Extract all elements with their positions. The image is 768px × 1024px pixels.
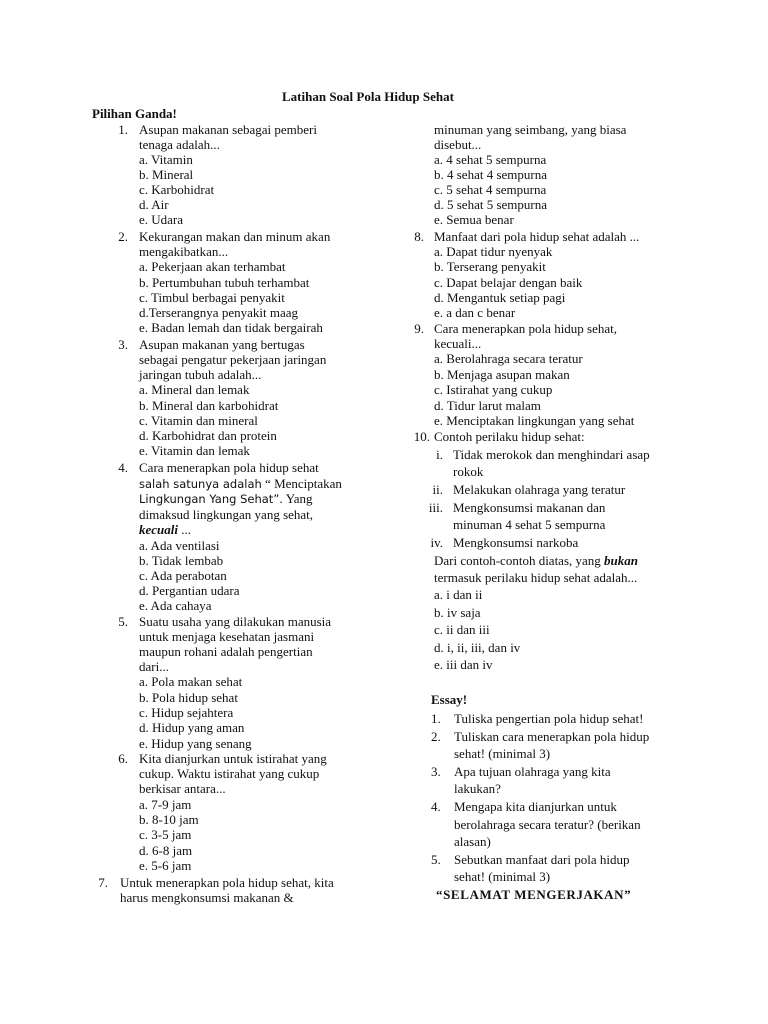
- option: a. Berolahraga secara teratur: [434, 351, 583, 366]
- option: d. Hidup yang aman: [139, 720, 245, 735]
- mc-heading: Pilihan Ganda!: [92, 106, 177, 121]
- option: c. Istirahat yang cukup: [434, 382, 553, 397]
- sub-item-number: iii.: [428, 500, 443, 515]
- sub-item: Tidak merokok dan menghindari asap: [453, 447, 650, 462]
- option: e. Hidup yang senang: [139, 736, 252, 751]
- sub-item-number: ii.: [432, 482, 443, 497]
- option: a. Dapat tidur nyenyak: [434, 244, 553, 259]
- option: c. Dapat belajar dengan baik: [434, 275, 583, 290]
- option: e. 5-6 jam: [139, 858, 192, 873]
- worksheet-page: Latihan Soal Pola Hidup Sehat Pilihan Ganda! 1. Asupan makanan sebagai pemberi tenaga adalah... a. Vitamin b. Mineral c. Karbohidrat d. Air e. Udara 2. Kekurangan makan dan minum akan mengakibatkan... a. Pekerjaan akan terhambat b. Pertumbuhan tubuh terhambat c. Timbul berbagai penyakit d.Terserangnya penyakit maag e. Badan lemah dan tidak bergairah 3. Asupan makanan yang bertugas sebagai pengatur pekerjaan jaringan jaringan tubuh adalah... a. Mineral dan lemak b. Mineral dan karbohidrat c. Vitamin dan mineral d. Karbohidrat dan protein e. Vitamin dan lemak 4. Cara menerapkan pola hidup sehat salah satunya adalah “ Menciptakan Lingkungan Yang Sehat”. Yang dimaksud lingkungan yang sehat, kecuali ... a. Ada ventilasi b. Tidak lembab c. Ada perabotan d. Pergantian udara e. Ada cahaya 5. Suatu usaha yang dilakukan manusia untuk menjaga kesehatan jasmani maupun rohani adalah pengertian dari... a. Pola makan sehat b. Pola hidup sehat c. Hidup sejahtera d. Hidup yang aman e. Hidup yang senang 6. Kita dianjurkan untuk istirahat yang cukup. Waktu istirahat yang cukup berkisar antara... a. 7-9 jam b. 8-10 jam c. 3-5 jam d. 6-8 jam e. 5-6 jam 7. Untuk menerapkan pola hidup sehat, kita harus mengkonsumsi makanan & minuman yang seimbang, yang biasa disebut... a. 4 sehat 5 sempurna b. 4 sehat 4 sempurna c. 5 sehat 4 sempurna d. 5 sehat 5 sempurna e. Semua benar 8. Manfaat dari pola hidup sehat adalah ... a. Dapat tidur nyenyak b. Terserang penyakit c. Dapat belajar dengan baik d. Mengantuk setiap pagi e. a dan c benar 9. Cara menerapkan pola hidup sehat, kecuali... a. Berolahraga secara teratur b. Menjaga asupan makan c. Istirahat yang cukup d. Tidur larut malam e. Menciptakan lingkungan yang sehat 10. Contoh perilaku hidup sehat: i. Tidak merokok dan menghindari asap rokok ii. Melakukan olahraga yang teratur iii. Mengkonsumsi makanan dan minuman 4 sehat 5 sempurna iv. Mengkonsumsi narkoba Dari contoh-contoh diatas, yang bukan termasuk perilaku hidup sehat adalah... a. i dan ii b. iv saja c. ii dan iii d. i, ii, iii, dan iv e. iii dan iv Essay! 1. Tuliska pengertian pola hidup sehat! 2. Tuliskan cara menerapkan pola hidup sehat! (minimal 3) 3. Apa tujuan olahraga yang kita lakukan? 4. Mengapa kita dianjurkan untuk berolahraga secara teratur? (berikan alasan) 5. Sebutkan manfaat dari pola hidup sehat! (minimal 3) “SELAMAT MENGERJAKAN”: [92, 89, 650, 905]
- option: e. Vitamin dan lemak: [139, 443, 250, 458]
- option: a. 7-9 jam: [139, 797, 192, 812]
- option: c. ii dan iii: [434, 622, 490, 637]
- option: b. 4 sehat 4 sempurna: [434, 167, 548, 182]
- option: c. Hidup sejahtera: [139, 705, 234, 720]
- option: e. iii dan iv: [434, 657, 493, 672]
- option: b. Mineral: [139, 167, 194, 182]
- closing-text: “SELAMAT MENGERJAKAN”: [436, 887, 632, 902]
- option: a. Mineral dan lemak: [139, 382, 250, 397]
- option: d. 6-8 jam: [139, 843, 193, 858]
- option: b. Menjaga asupan makan: [434, 367, 570, 382]
- option: d. Tidur larut malam: [434, 398, 541, 413]
- option: e. a dan c benar: [434, 305, 516, 320]
- option: a. Pola makan sehat: [139, 674, 243, 689]
- option: c. Timbul berbagai penyakit: [139, 290, 285, 305]
- option: d. i, ii, iii, dan iv: [434, 640, 521, 655]
- option: d. Air: [139, 197, 169, 212]
- option: a. Vitamin: [139, 152, 193, 167]
- option: b. 8-10 jam: [139, 812, 199, 827]
- option: c. Vitamin dan mineral: [139, 413, 258, 428]
- option: d. Pergantian udara: [139, 583, 240, 598]
- option: d. Karbohidrat dan protein: [139, 428, 277, 443]
- option: a. 4 sehat 5 sempurna: [434, 152, 547, 167]
- option: b. Pola hidup sehat: [139, 690, 238, 705]
- sub-item: Mengkonsumsi makanan dan: [453, 500, 606, 515]
- essay-heading: Essay!: [431, 692, 468, 707]
- page-title: Latihan Soal Pola Hidup Sehat: [282, 89, 454, 104]
- option: b. Pertumbuhan tubuh terhambat: [139, 275, 310, 290]
- option: a. Pekerjaan akan terhambat: [139, 259, 286, 274]
- option: e. Udara: [139, 212, 184, 227]
- option: c. Ada perabotan: [139, 568, 227, 583]
- option: b. iv saja: [434, 605, 481, 620]
- option: c. 5 sehat 4 sempurna: [434, 182, 547, 197]
- sub-item: Mengkonsumsi narkoba: [453, 535, 579, 550]
- sub-item: Melakukan olahraga yang teratur: [453, 482, 626, 497]
- option: c. Karbohidrat: [139, 182, 215, 197]
- option: e. Semua benar: [434, 212, 514, 227]
- option: d. Mengantuk setiap pagi: [434, 290, 566, 305]
- option: b. Terserang penyakit: [434, 259, 546, 274]
- option: a. Ada ventilasi: [139, 538, 220, 553]
- sub-item-number: i.: [436, 447, 443, 462]
- option: b. Tidak lembab: [139, 553, 224, 568]
- option: c. 3-5 jam: [139, 827, 192, 842]
- sub-item-number: iv.: [430, 535, 443, 550]
- option: d. 5 sehat 5 sempurna: [434, 197, 548, 212]
- option: e. Badan lemah dan tidak bergairah: [139, 320, 323, 335]
- option: e. Menciptakan lingkungan yang sehat: [434, 413, 635, 428]
- option: a. i dan ii: [434, 587, 483, 602]
- option: b. Mineral dan karbohidrat: [139, 398, 279, 413]
- option: d.Terserangnya penyakit maag: [139, 305, 298, 320]
- option: e. Ada cahaya: [139, 598, 212, 613]
